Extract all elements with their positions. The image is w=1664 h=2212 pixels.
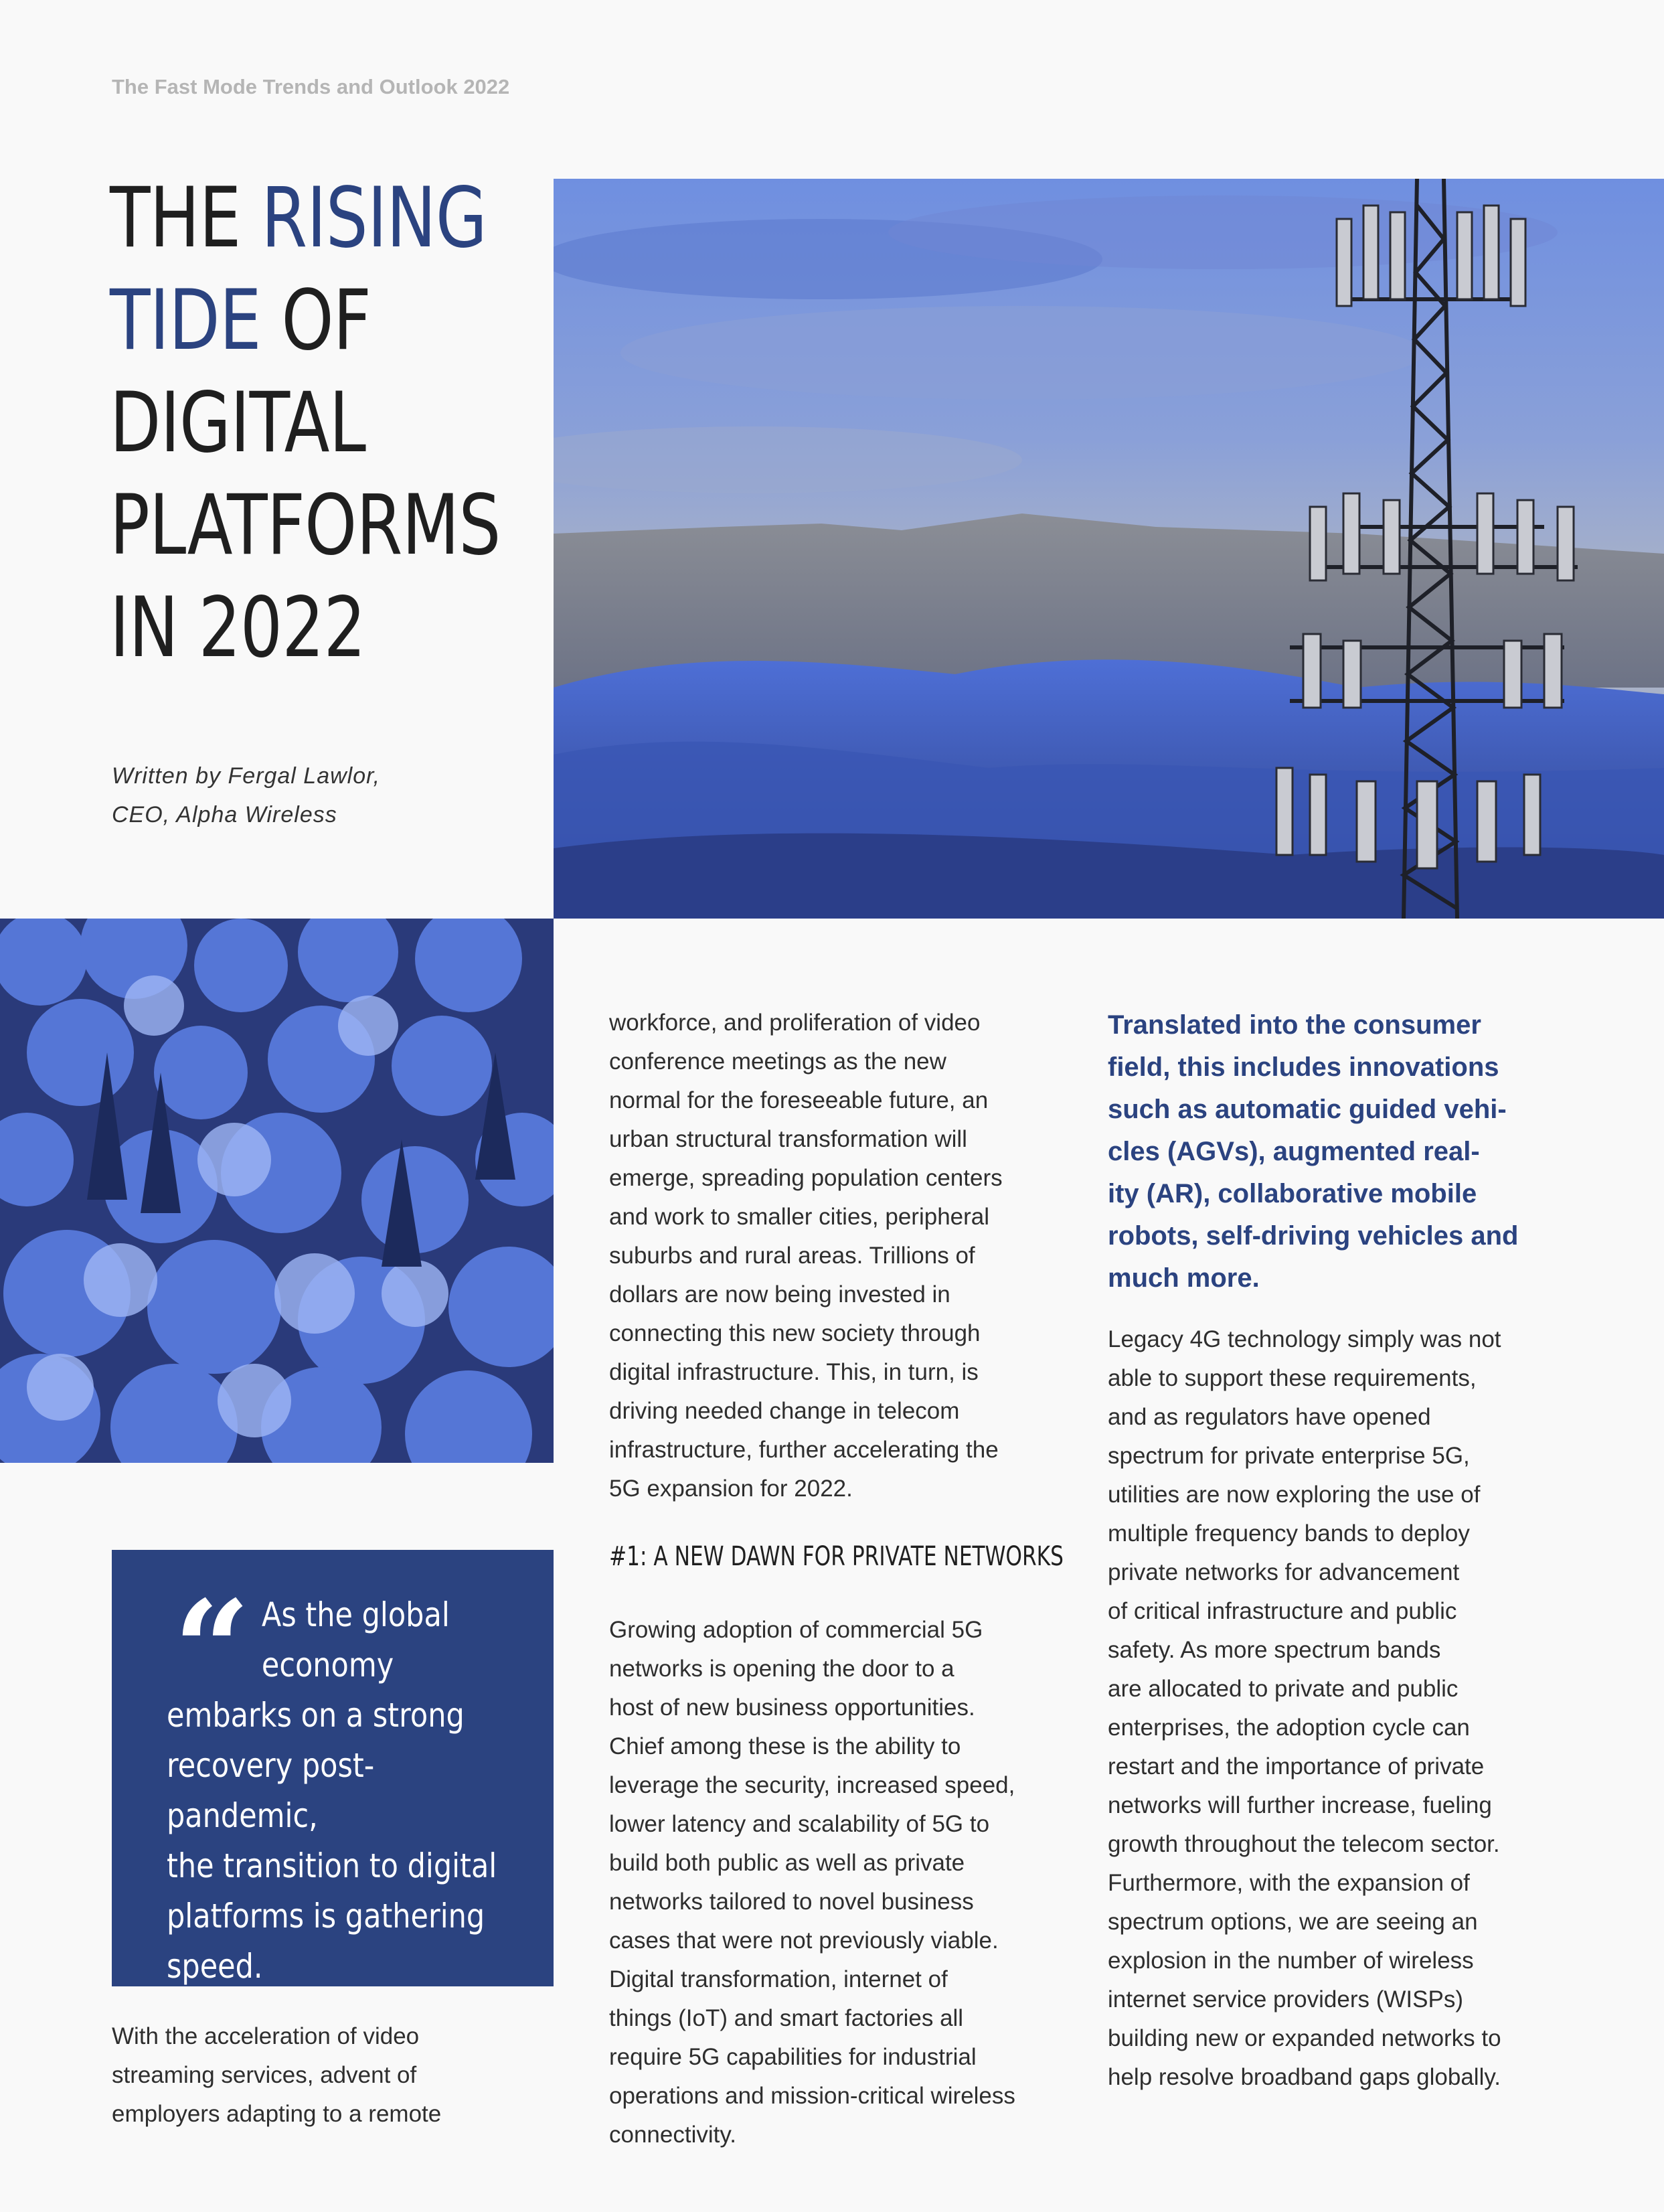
body-line: are allocated to private and public: [1108, 1676, 1459, 1702]
callout-line: ity (AR), collaborative mobile: [1108, 1179, 1477, 1208]
quote-mark-icon: “: [173, 1571, 251, 1729]
body-line: streaming services, advent of: [112, 2062, 417, 2088]
title-word-rising: RISING: [261, 170, 487, 266]
body-line: workforce, and proliferation of video: [609, 1010, 981, 1036]
callout-line: field, this includes innovations: [1108, 1052, 1499, 1082]
column-1-body: [112, 2017, 513, 2134]
body-line: normal for the foreseeable future, an: [609, 1087, 989, 1113]
body-line: and as regulators have opened: [1108, 1404, 1431, 1430]
article-title: [110, 167, 501, 680]
body-line: 5G expansion for 2022.: [609, 1476, 853, 1502]
body-line: leverage the security, increased speed,: [609, 1772, 1015, 1798]
body-line: driving needed change in telecom: [609, 1398, 960, 1424]
pull-quote: [112, 1550, 554, 1986]
body-line: With the acceleration of video: [112, 2023, 420, 2049]
body-line: require 5G capabilities for industrial: [609, 2044, 977, 2070]
body-line: building new or expanded networks to: [1108, 2025, 1501, 2051]
body-line: build both public as well as private: [609, 1850, 965, 1876]
column-2-body-section: [609, 1611, 1071, 2154]
body-line: restart and the importance of private: [1108, 1753, 1485, 1780]
title-line-3: DIGITAL: [110, 375, 366, 471]
author-byline: [112, 757, 380, 834]
byline-role: CEO, Alpha Wireless: [112, 802, 337, 827]
body-line: enterprises, the adoption cycle can: [1108, 1715, 1470, 1741]
callout-line: robots, self-driving vehicles and: [1108, 1221, 1519, 1251]
body-line: Digital transformation, internet of: [609, 1966, 948, 1992]
callout-line: much more.: [1108, 1263, 1260, 1293]
body-line: infrastructure, further accelerating the: [609, 1437, 999, 1463]
forest-image: [0, 919, 554, 1463]
body-line: digital infrastructure. This, in turn, is: [609, 1359, 979, 1385]
body-line: help resolve broadband gaps globally.: [1108, 2064, 1501, 2090]
callout-line: cles (AGVs), augmented real-: [1108, 1137, 1480, 1166]
title-line-5: IN 2022: [110, 580, 365, 676]
hero-image-cell-tower: [554, 179, 1664, 919]
body-line: explosion in the number of wireless: [1108, 1948, 1474, 1974]
title-word-tide: TIDE: [110, 272, 261, 369]
body-line: Furthermore, with the expansion of: [1108, 1870, 1470, 1896]
title-word-the: THE: [110, 170, 262, 266]
body-line: utilities are now exploring the use of: [1108, 1482, 1481, 1508]
body-line: networks is opening the door to a: [609, 1656, 954, 1682]
body-line: safety. As more spectrum bands: [1108, 1637, 1441, 1663]
body-line: Growing adoption of commercial 5G: [609, 1617, 983, 1643]
quote-line: embarks on a strong: [167, 1696, 465, 1735]
body-line: operations and mission-critical wireless: [609, 2083, 1015, 2109]
body-line: internet service providers (WISPs): [1108, 1986, 1463, 2012]
pull-quote-text: [167, 1590, 512, 1992]
body-line: able to support these requirements,: [1108, 1365, 1477, 1391]
body-line: multiple frequency bands to deploy: [1108, 1520, 1470, 1547]
body-line: connecting this new society through: [609, 1320, 981, 1346]
column-2-body: [609, 1004, 1071, 1508]
quote-line: As the global: [261, 1595, 450, 1634]
quote-line: platforms is gathering: [167, 1897, 485, 1936]
body-line: lower latency and scalability of 5G to: [609, 1811, 990, 1837]
body-line: suburbs and rural areas. Trillions of: [609, 1243, 975, 1269]
quote-line: speed.: [167, 1947, 263, 1986]
byline-author: Written by Fergal Lawlor,: [112, 763, 381, 789]
callout-line: Translated into the consumer: [1108, 1010, 1481, 1040]
body-line: spectrum for private enterprise 5G,: [1108, 1443, 1470, 1469]
body-line: dollars are now being invested in: [609, 1281, 950, 1308]
title-word-of: OF: [260, 272, 371, 369]
title-line-4: PLATFORMS: [110, 477, 501, 574]
highlight-callout: [1108, 1004, 1570, 1299]
body-line: cases that were not previously viable.: [609, 1927, 999, 1954]
body-line: conference meetings as the new: [609, 1048, 946, 1075]
body-line: connectivity.: [609, 2122, 736, 2148]
body-line: networks will further increase, fueling: [1108, 1792, 1492, 1818]
body-line: private networks for advancement: [1108, 1559, 1460, 1585]
column-3-body: [1108, 1320, 1570, 2097]
body-line: Chief among these is the ability to: [609, 1733, 961, 1759]
body-line: and work to smaller cities, peripheral: [609, 1204, 990, 1230]
callout-line: such as automatic guided vehi-: [1108, 1095, 1507, 1124]
body-line: Legacy 4G technology simply was not: [1108, 1326, 1501, 1352]
body-line: emerge, spreading population centers: [609, 1165, 1003, 1191]
quote-line: recovery post-pandemic,: [167, 1746, 375, 1835]
body-line: employers adapting to a remote: [112, 2101, 442, 2127]
publication-header: The Fast Mode Trends and Outlook 2022: [112, 75, 510, 98]
body-line: urban structural transformation will: [609, 1126, 967, 1152]
section-heading: #1: A NEW DAWN FOR PRIVATE NETWORKS: [609, 1541, 1064, 1572]
body-line: things (IoT) and smart factories all: [609, 2005, 964, 2031]
body-line: of critical infrastructure and public: [1108, 1598, 1457, 1624]
quote-line: the transition to digital: [167, 1846, 497, 1885]
quote-line: economy: [261, 1646, 394, 1684]
body-line: networks tailored to novel business: [609, 1889, 974, 1915]
body-line: growth throughout the telecom sector.: [1108, 1831, 1500, 1857]
body-line: host of new business opportunities.: [609, 1694, 975, 1721]
body-line: spectrum options, we are seeing an: [1108, 1909, 1478, 1935]
